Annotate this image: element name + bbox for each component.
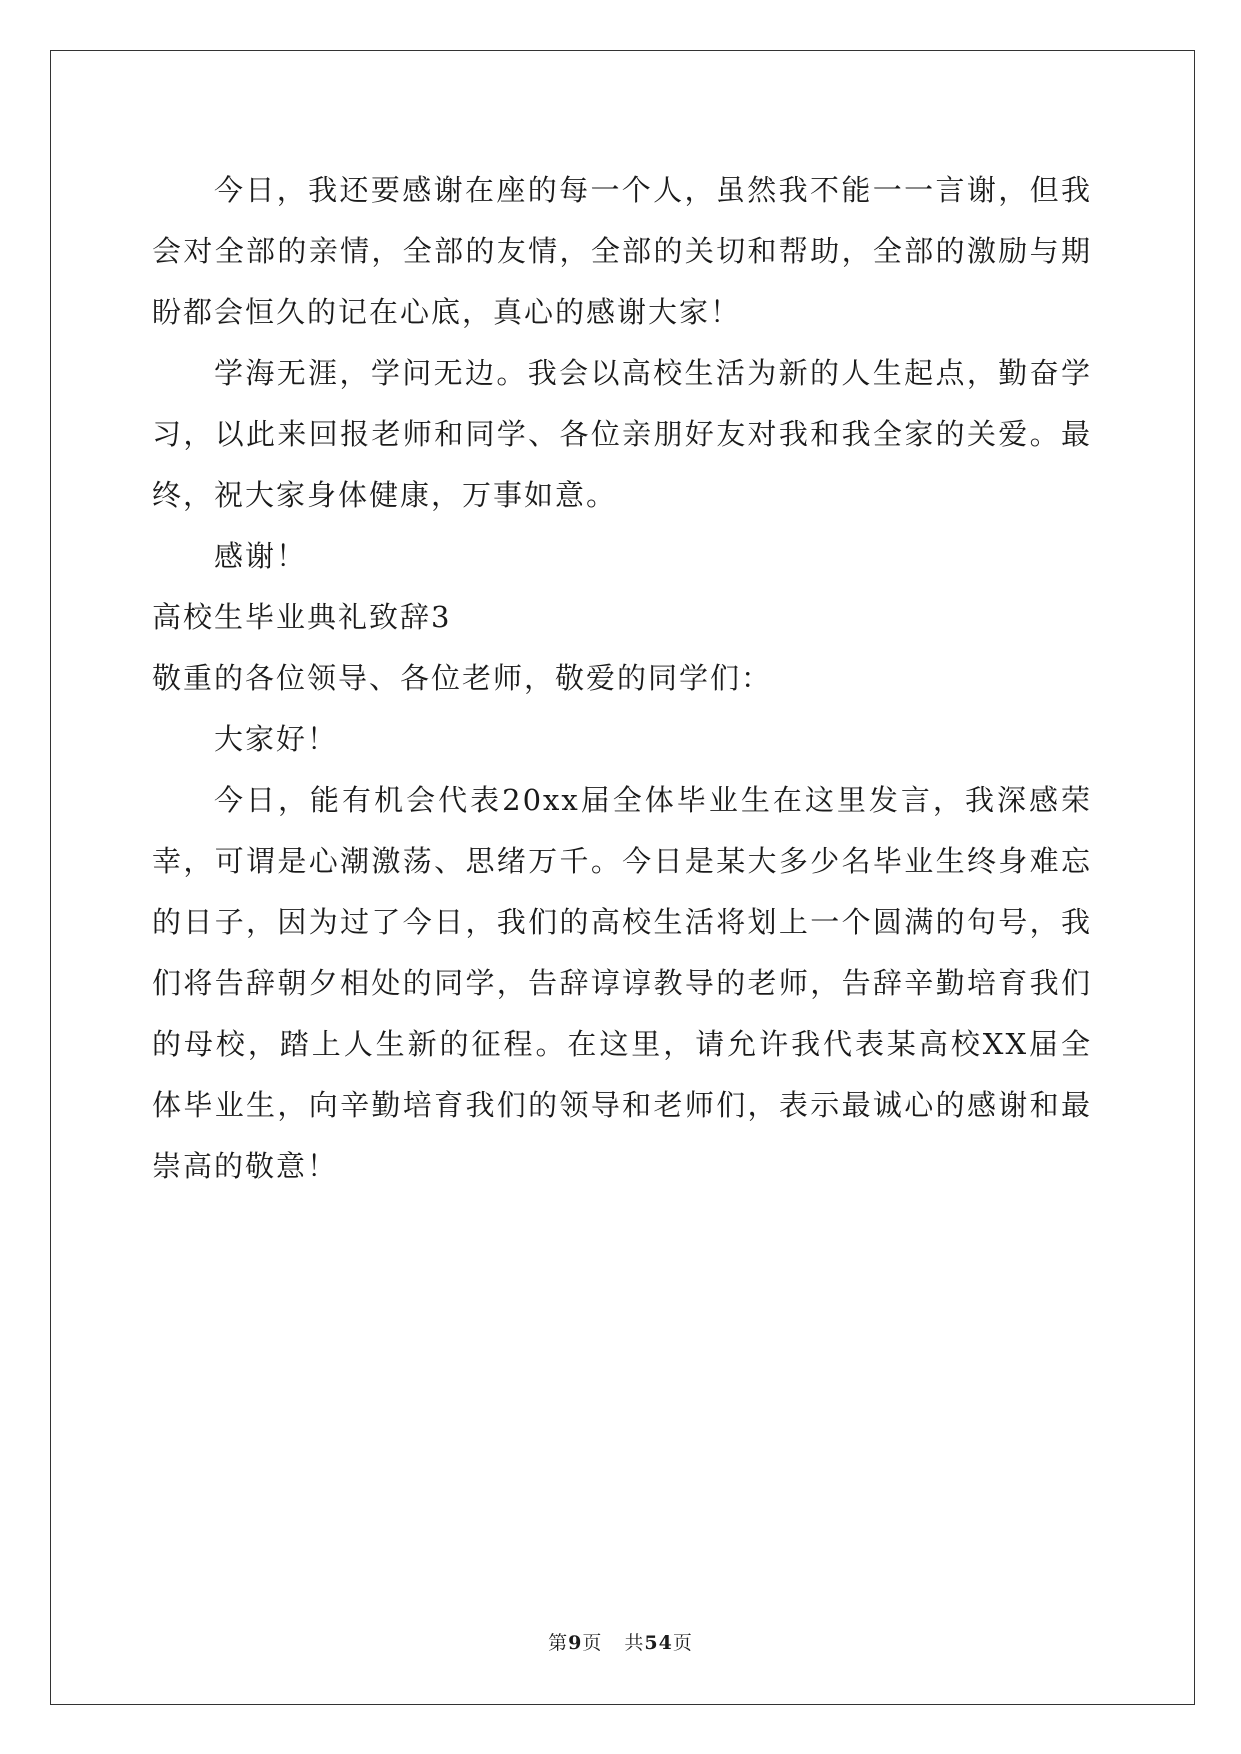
paragraph-thanks-everyone: 今日，我还要感谢在座的每一个人，虽然我不能一一言谢，但我会对全部的亲情，全部的友情，全部的关切和帮助，全部的激励与期盼都会恒久的记在心底，真心的感谢大家！	[152, 173, 1092, 329]
footer-total-suffix: 页	[672, 1632, 693, 1654]
paragraph-speech-body: 今日，能有机会代表20xx届全体毕业生在这里发言，我深感荣幸，可谓是心潮激荡、思绪万千。今日是某大多少名毕业生终身难忘的日子，因为过了今日，我们的高校生活将划上一个圆满的句号，我们将告辞朝夕相处的同学，告辞谆谆教导的老师，告辞辛勤培育我们的母校，踏上人生新的征程。在这里，请允许我代表某高校XX届全体毕业生，向辛勤培育我们的领导和老师们，表示最诚心的感谢和最崇高的敬意！	[152, 783, 1092, 1183]
page-number: 9	[568, 1632, 583, 1654]
greeting: 大家好！	[214, 722, 339, 756]
footer-prefix: 第	[548, 1632, 569, 1654]
page-footer	[0, 1628, 1241, 1655]
section-heading: 高校生毕业典礼致辞3	[152, 600, 452, 634]
footer-total-prefix: 共	[624, 1632, 645, 1654]
paragraph-study-goal: 学海无涯，学问无边。我会以高校生活为新的人生起点，勤奋学习，以此来回报老师和同学、各位亲朋好友对我和我全家的关爱。最终，祝大家身体健康，万事如意。	[152, 356, 1092, 512]
total-pages: 54	[644, 1632, 673, 1654]
footer-page-suffix: 页	[582, 1632, 603, 1654]
document-body	[152, 160, 1092, 1197]
paragraph-thanks: 感谢！	[214, 539, 308, 573]
salutation: 敬重的各位领导、各位老师，敬爱的同学们：	[152, 661, 773, 695]
